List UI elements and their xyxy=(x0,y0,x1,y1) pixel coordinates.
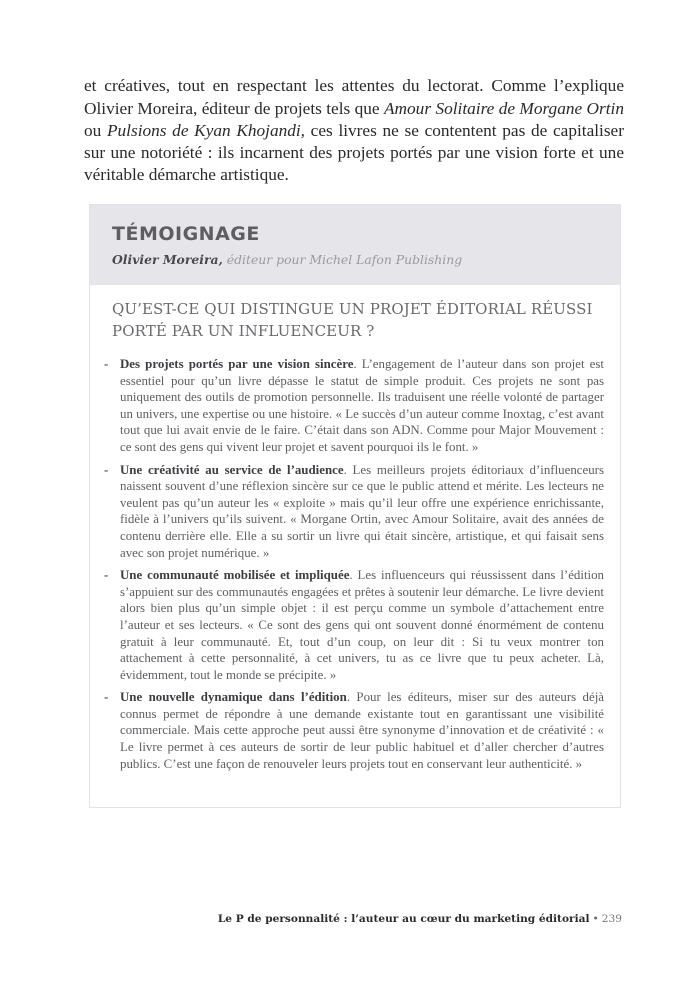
testimony-list xyxy=(90,356,620,772)
list-item xyxy=(102,567,604,683)
item-text: . L’engagement de l’auteur dans son projet est essentiel pour qu’un livre dépasse le statut de simple produit. Ces projets ne sont pas uniquement des outils de promotion personnelle. Ils traduisent une réelle volonté de partager un univers, une expertise ou une histoire. « Le succès d’un auteur comme Inoxtag, c’est avant tout que lui avait envie de le faire. C’était dans son ADN. Comme pour Major Mouvement : ce sont des gens qui vivent leur projet et savent pourquoi ils le font. » xyxy=(120,357,604,454)
book-title-pulsions: Pulsions de Kyan Khojandi, xyxy=(106,120,305,140)
intro-text: et créatives, tout en respectant les attentes du lectorat. Comme l’explique Olivier Moreira, éditeur de projets tels que xyxy=(84,76,624,118)
testimony-box xyxy=(89,204,621,808)
footer-separator: • xyxy=(592,913,599,925)
running-title: Le P de personnalité : l’auteur au cœur du marketing éditorial xyxy=(217,913,590,925)
item-text: . Pour les éditeurs, miser sur des auteurs déjà connus permet de répondre à une demande existante tout en garantissant une visibilité commerciale. Mais cette approche peut aussi être synonyme d’innovation et de créativité : « Le livre permet à ces auteurs de sortir de leur public habituel et d’aller chercher d’autres publics. C’est une façon de renouveler leurs projets tout en conservant leur authenticité. » xyxy=(120,690,605,771)
item-lead: Des projets portés par une vision sincère xyxy=(120,357,354,371)
intro-paragraph xyxy=(84,75,624,186)
item-lead: Une créativité au service de l’audience xyxy=(120,462,344,477)
testimony-title: TÉMOIGNAGE xyxy=(112,223,260,245)
item-text: . Les influenceurs qui réussissent dans l’édition s’appuient sur des communautés engagées et prêtes à soutenir leur démarche. Le livre devient alors bien plus qu’un simple objet : il est perçu comme un symbole d’attachement entre l’auteur et ses lecteurs. « Ce sont des gens qui ont souvent donné énormément de contenu gratuit à leur communauté. Et, tout d’un coup, on leur dit : Si tu veux montrer ton attachement à cette personnalité, à cet univers, tu as ce livre que tu peux acheter. Là, évidemment, tout le monde se précipite. » xyxy=(120,568,604,682)
book-title-amour-solitaire: Amour Solitaire de Morgane Ortin xyxy=(384,98,624,118)
list-item xyxy=(102,689,604,772)
bullet-dash-icon: - xyxy=(104,357,109,371)
byline-name: Olivier Moreira, xyxy=(112,252,223,267)
bullet-dash-icon: - xyxy=(104,690,109,705)
bullet-dash-icon: - xyxy=(104,462,109,477)
item-lead: Une nouvelle dynamique dans l’édition xyxy=(120,690,347,705)
list-item xyxy=(102,356,604,456)
page-footer xyxy=(218,913,622,925)
intro-text: ces livres ne se contentent pas de capitaliser sur une notoriété : ils incarnent des projets portés par une vision forte et une véritable démarche artistique. xyxy=(84,120,624,185)
bullet-dash-icon: - xyxy=(104,568,109,583)
testimony-header xyxy=(90,205,620,285)
item-lead: Une communauté mobilisée et impliquée xyxy=(120,568,350,583)
page-number: 239 xyxy=(601,913,622,925)
list-item xyxy=(102,462,604,562)
intro-text: ou xyxy=(84,120,107,140)
testimony-question: QU’EST-CE QUI DISTINGUE UN PROJET ÉDITORIAL RÉUSSI PORTÉ PAR UN INFLUENCEUR ? xyxy=(112,300,593,340)
testimony-byline xyxy=(112,251,598,269)
item-text: . Les meilleurs projets éditoriaux d’influenceurs naissent souvent d’une réflexion sincère sur ce que le public attend et mérite. Les lecteurs ne veulent pas qu’un auteur les « exploite » mais qu’il leur offre une expérience enrichissante, fidèle à l’univers qu’ils suivent. « Morgane Ortin, avec Amour Solitaire, avait des années de contenu derrière elle. Elle a su sortir un livre qui était sincère, artistique, et qui faisait sens avec son projet numérique. » xyxy=(120,462,604,560)
byline-role: éditeur pour Michel Lafon Publishing xyxy=(222,252,463,267)
